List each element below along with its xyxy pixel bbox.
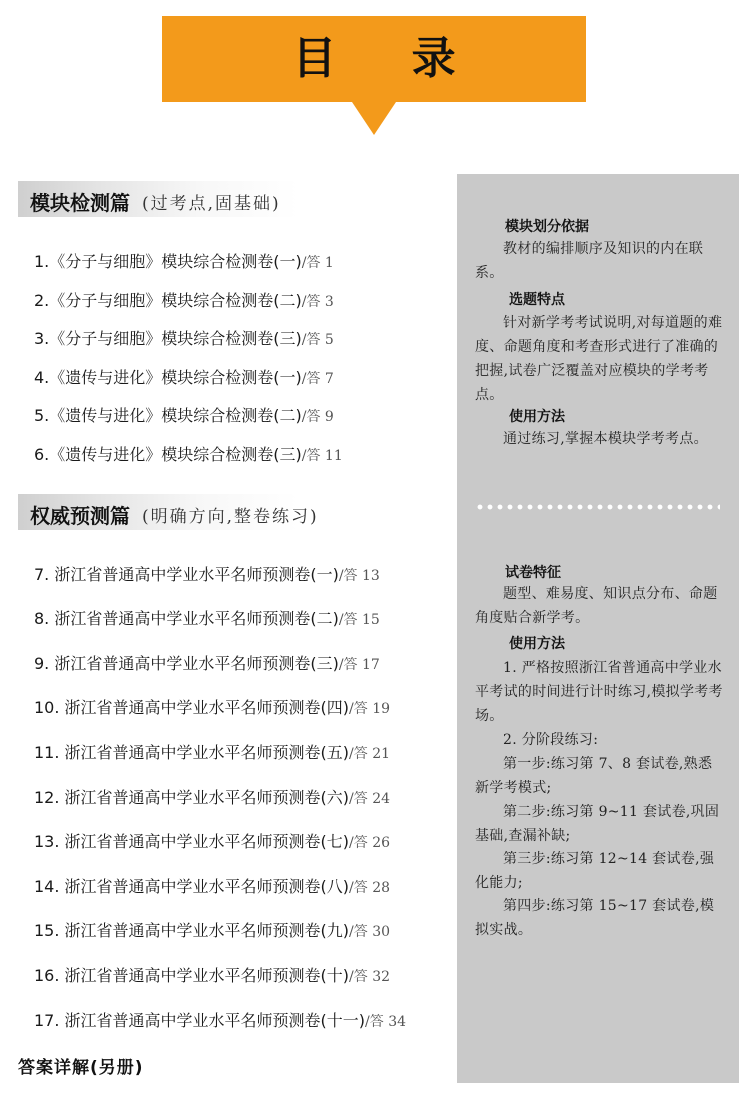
panel-heading-features: 选题特点	[509, 292, 565, 308]
panel-text-usage-1: 1. 严格按照浙江省普通高中学业水平考试的时间进行计时练习,模拟学考考场。	[475, 660, 723, 724]
panel-text-step-2: 第二步:练习第 9~11 套试卷,巩固基础,查漏补缺;	[475, 804, 720, 844]
answer-page: /答 13	[338, 568, 380, 584]
panel-text-usage: 通过练习,掌握本模块学考考点。	[503, 431, 708, 447]
toc-item[interactable]: 15. 浙江省普通高中学业水平名师预测卷(九)/答 30	[34, 921, 391, 940]
answer-page: /答 17	[338, 657, 380, 673]
toc-item[interactable]: 8. 浙江省普通高中学业水平名师预测卷(二)/答 15	[34, 609, 380, 628]
answers-footer: 答案详解(另册)	[18, 1058, 144, 1078]
toc-item[interactable]: 2.《分子与细胞》模块综合检测卷(二)/答 3	[34, 291, 334, 310]
toc-item[interactable]: 11. 浙江省普通高中学业水平名师预测卷(五)/答 21	[34, 743, 391, 762]
section-header-module-test	[18, 181, 438, 217]
toc-item[interactable]: 6.《遗传与进化》模块综合检测卷(三)/答 11	[34, 445, 343, 464]
section-title: 模块检测篇	[30, 191, 130, 215]
toc-item[interactable]: 12. 浙江省普通高中学业水平名师预测卷(六)/答 24	[34, 788, 391, 807]
answer-page: /答 28	[349, 880, 391, 896]
toc-item[interactable]: 17. 浙江省普通高中学业水平名师预测卷(十一)/答 34	[34, 1011, 407, 1030]
panel-text-paper-features: 题型、难易度、知识点分布、命题角度贴合新学考。	[475, 586, 718, 626]
panel-heading-basis: 模块划分依据	[505, 219, 589, 235]
toc-item[interactable]: 14. 浙江省普通高中学业水平名师预测卷(八)/答 28	[34, 877, 391, 896]
answer-page: /答 30	[349, 924, 391, 940]
answer-page: /答 21	[349, 746, 391, 762]
banner-pointer	[352, 102, 396, 135]
toc-item[interactable]: 9. 浙江省普通高中学业水平名师预测卷(三)/答 17	[34, 654, 380, 673]
section-header-prediction	[18, 494, 438, 530]
toc-item[interactable]: 1.《分子与细胞》模块综合检测卷(一)/答 1	[34, 252, 334, 271]
page-title: 目 录	[292, 33, 486, 84]
answer-page: /答 9	[301, 409, 334, 425]
answer-page: /答 7	[301, 371, 334, 387]
panel-text-usage-2: 2. 分阶段练习:	[503, 732, 599, 748]
answer-page: /答 11	[301, 448, 343, 464]
panel-text-step-1: 第一步:练习第 7、8 套试卷,熟悉新学考模式;	[475, 756, 713, 796]
answer-page: /答 15	[338, 612, 380, 628]
toc-item[interactable]: 13. 浙江省普通高中学业水平名师预测卷(七)/答 26	[34, 832, 391, 851]
panel-heading-usage2: 使用方法	[509, 636, 565, 652]
panel-text-step-4: 第四步:练习第 15~17 套试卷,模拟实战。	[475, 898, 715, 938]
toc-item[interactable]: 10. 浙江省普通高中学业水平名师预测卷(四)/答 19	[34, 698, 391, 717]
panel-text-basis: 教材的编排顺序及知识的内在联系。	[475, 241, 704, 281]
toc-item[interactable]: 4.《遗传与进化》模块综合检测卷(一)/答 7	[34, 368, 334, 387]
panel-heading-usage: 使用方法	[509, 409, 565, 425]
section-title: 权威预测篇	[30, 504, 130, 528]
answer-page: /答 19	[349, 701, 391, 717]
answer-page: /答 24	[349, 791, 391, 807]
panel-heading-paper-features: 试卷特征	[505, 565, 561, 581]
dotted-divider	[475, 503, 720, 511]
toc-item[interactable]: 16. 浙江省普通高中学业水平名师预测卷(十)/答 32	[34, 966, 391, 985]
answer-page: /答 34	[365, 1014, 407, 1030]
answer-page: /答 3	[301, 294, 334, 310]
toc-item[interactable]: 3.《分子与细胞》模块综合检测卷(三)/答 5	[34, 329, 334, 348]
panel-text-features: 针对新学考考试说明,对每道题的难度、命题角度和考查形式进行了准确的把握,试卷广泛覆盖对应模块的学考考点。	[475, 315, 723, 403]
toc-item[interactable]: 5.《遗传与进化》模块综合检测卷(二)/答 9	[34, 406, 334, 425]
answer-page: /答 26	[349, 835, 391, 851]
answer-page: /答 32	[349, 969, 391, 985]
section-subtitle: (过考点,固基础)	[142, 194, 281, 214]
answer-page: /答 1	[301, 255, 334, 271]
section-subtitle: (明确方向,整卷练习)	[142, 507, 319, 527]
panel-text-step-3: 第三步:练习第 12~14 套试卷,强化能力;	[475, 851, 715, 891]
answer-page: /答 5	[301, 332, 334, 348]
toc-item[interactable]: 7. 浙江省普通高中学业水平名师预测卷(一)/答 13	[34, 565, 380, 584]
